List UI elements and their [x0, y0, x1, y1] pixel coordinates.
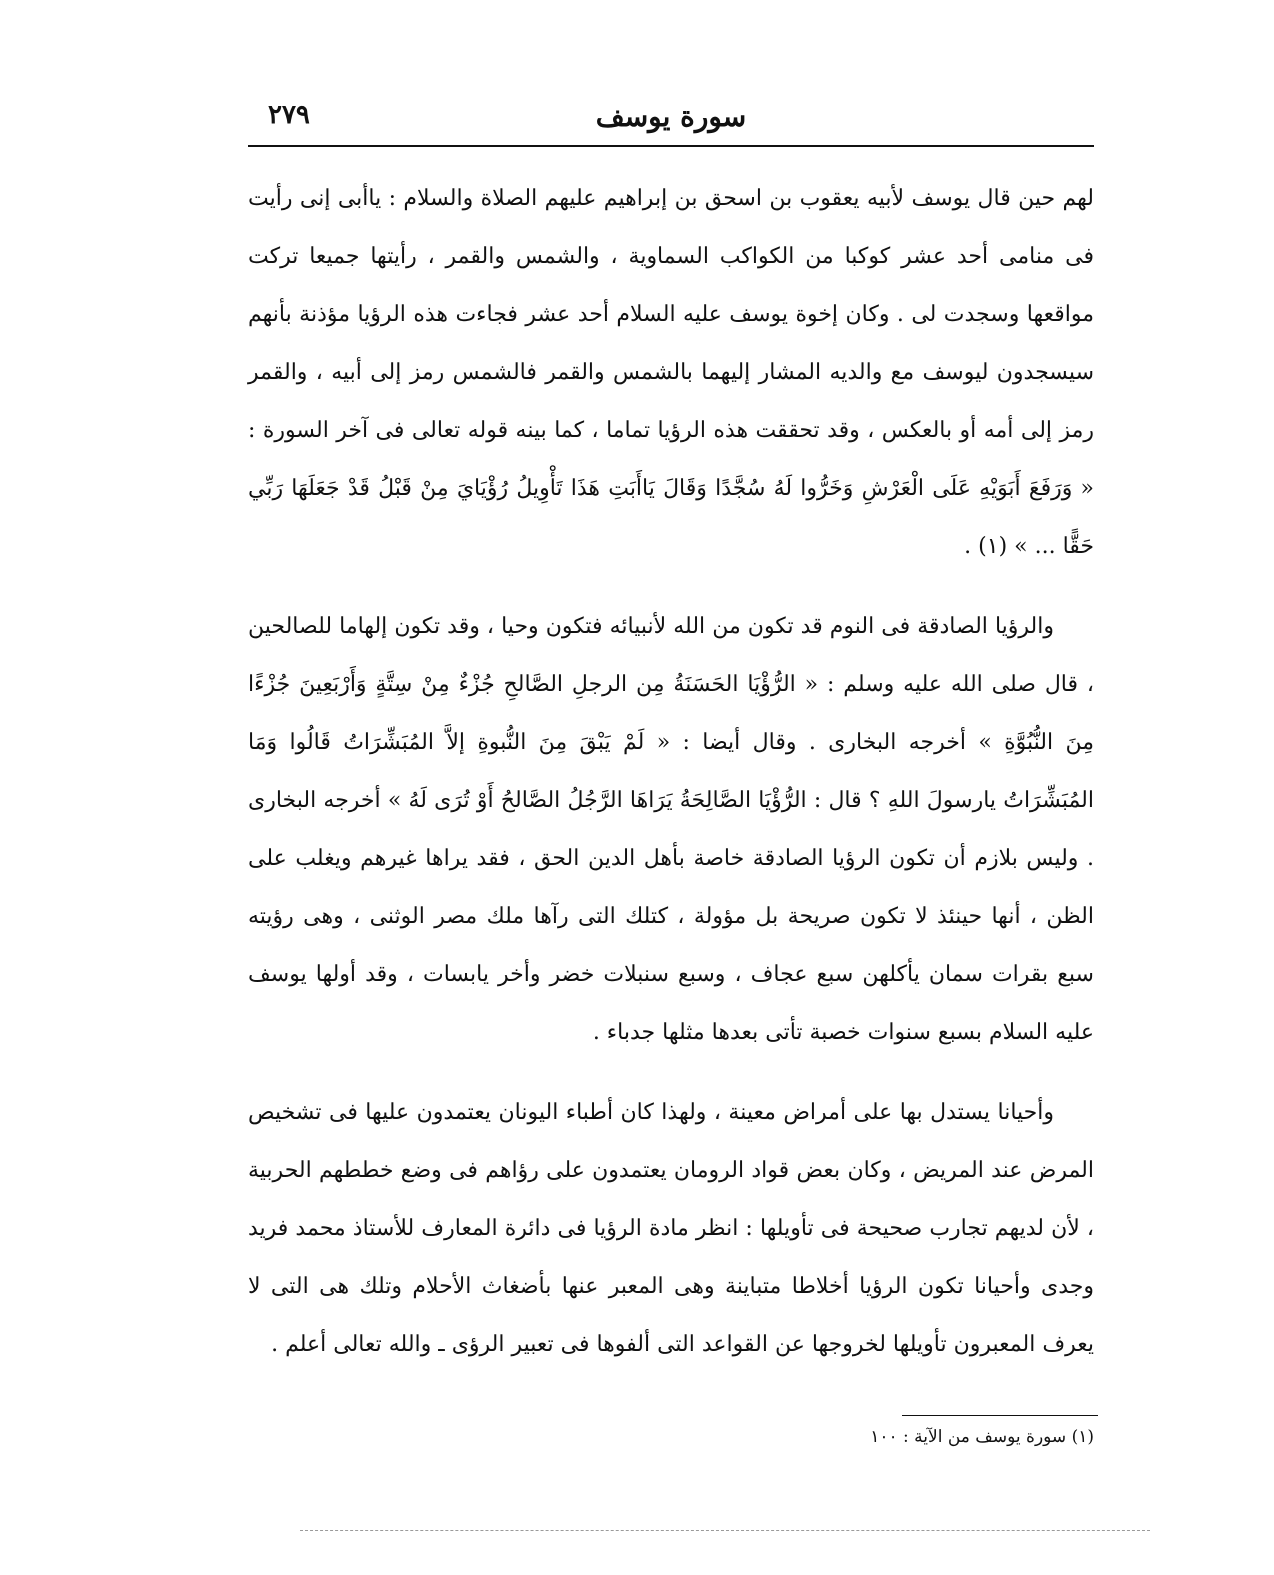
running-title: سورة يوسف	[595, 100, 747, 133]
page-number: ٢٧٩	[268, 100, 310, 130]
scan-edge-line	[300, 1530, 1150, 1532]
paragraph-2: والرؤيا الصادقة فى النوم قد تكون من الله لأنبيائه فتكون وحيا ، وقد تكون إلهاما للصالحين ، قال صلى الله عليه وسلم : « الرُّؤْيَا الحَسَنَةُ مِن الرجلِ الصَّالحِ جُزْءٌ مِنْ سِتَّةٍ وَأَرْبَعِينَ جُزْءًا مِنَ النُّبُوَّةِ » أخرجه البخارى . وقال أيضا : « لَمْ يَبْقَ مِنَ النُّبوةِ إلاَّ المُبَشِّرَاتُ قَالُوا وَمَا المُبَشِّرَاتُ يارسولَ اللهِ ؟ قال : الرُّؤْيَا الصَّالِحَةُ يَرَاهَا الرَّجُلُ الصَّالحُ أَوْ تُرَى لَهُ » أخرجه البخارى . وليس بلازم أن تكون الرؤيا الصادقة خاصة بأهل الدين الحق ، فقد يراها غيرهم ويغلب على الظن ، أنها حينئذ لا تكون صريحة بل مؤولة ، كتلك التى رآها ملك مصر الوثنى ، وهى رؤيته سبع بقرات سمان يأكلهن سبع عجاف ، وسبع سنبلات خضر وأخر يابسات ، وقد أولها يوسف عليه السلام بسبع سنوات خصبة تأتى بعدها مثلها جدباء .	[248, 614, 1094, 1045]
paragraph-3: وأحيانا يستدل بها على أمراض معينة ، ولهذا كان أطباء اليونان يعتمدون عليها فى تشخيص المرض عند المريض ، وكان بعض قواد الرومان يعتمدون على رؤاهم فى وضع خططهم الحربية ، لأن لديهم تجارب صحيحة فى تأويلها : انظر مادة الرؤيا فى دائرة المعارف للأستاذ محمد فريد وجدى وأحيانا تكون الرؤيا أخلاطا متباينة وهى المعبر عنها بأضغاث الأحلام وتلك هى التى لا يعرف المعبرون تأويلها لخروجها عن القواعد التى ألفوها فى تعبير الرؤى ـ والله تعالى أعلم .	[248, 1100, 1094, 1357]
footnote-rule	[902, 1415, 1098, 1416]
footnote: (١) سورة يوسف من الآية : ١٠٠	[870, 1427, 1094, 1447]
page-header	[248, 100, 1094, 144]
header-rule	[248, 145, 1094, 147]
paragraph-1: لهم حين قال يوسف لأبيه يعقوب بن اسحق بن إبراهيم عليهم الصلاة والسلام : ياأبى إنى رأيت فى منامى أحد عشر كوكبا من الكواكب السماوية ، والشمس والقمر ، رأيتها جميعا تركت مواقعها وسجدت لى . وكان إخوة يوسف عليه السلام أحد عشر فجاءت هذه الرؤيا مؤذنة بأنهم سيسجدون ليوسف مع والديه المشار إليهما بالشمس والقمر فالشمس رمز إلى أبيه ، والقمر رمز إلى أمه أو بالعكس ، وقد تحققت هذه الرؤيا تماما ، كما بينه قوله تعالى فى آخر السورة : « وَرَفَعَ أَبَوَيْهِ عَلَى الْعَرْشِ وَخَرُّوا لَهُ سُجَّدًا وَقَالَ يَاأَبَتِ هَذَا تَأْوِيلُ رُؤْيَايَ مِنْ قَبْلُ قَدْ جَعَلَهَا رَبِّي حَقًّا ... » (١) .	[248, 186, 1094, 559]
body-text	[248, 170, 1094, 1374]
